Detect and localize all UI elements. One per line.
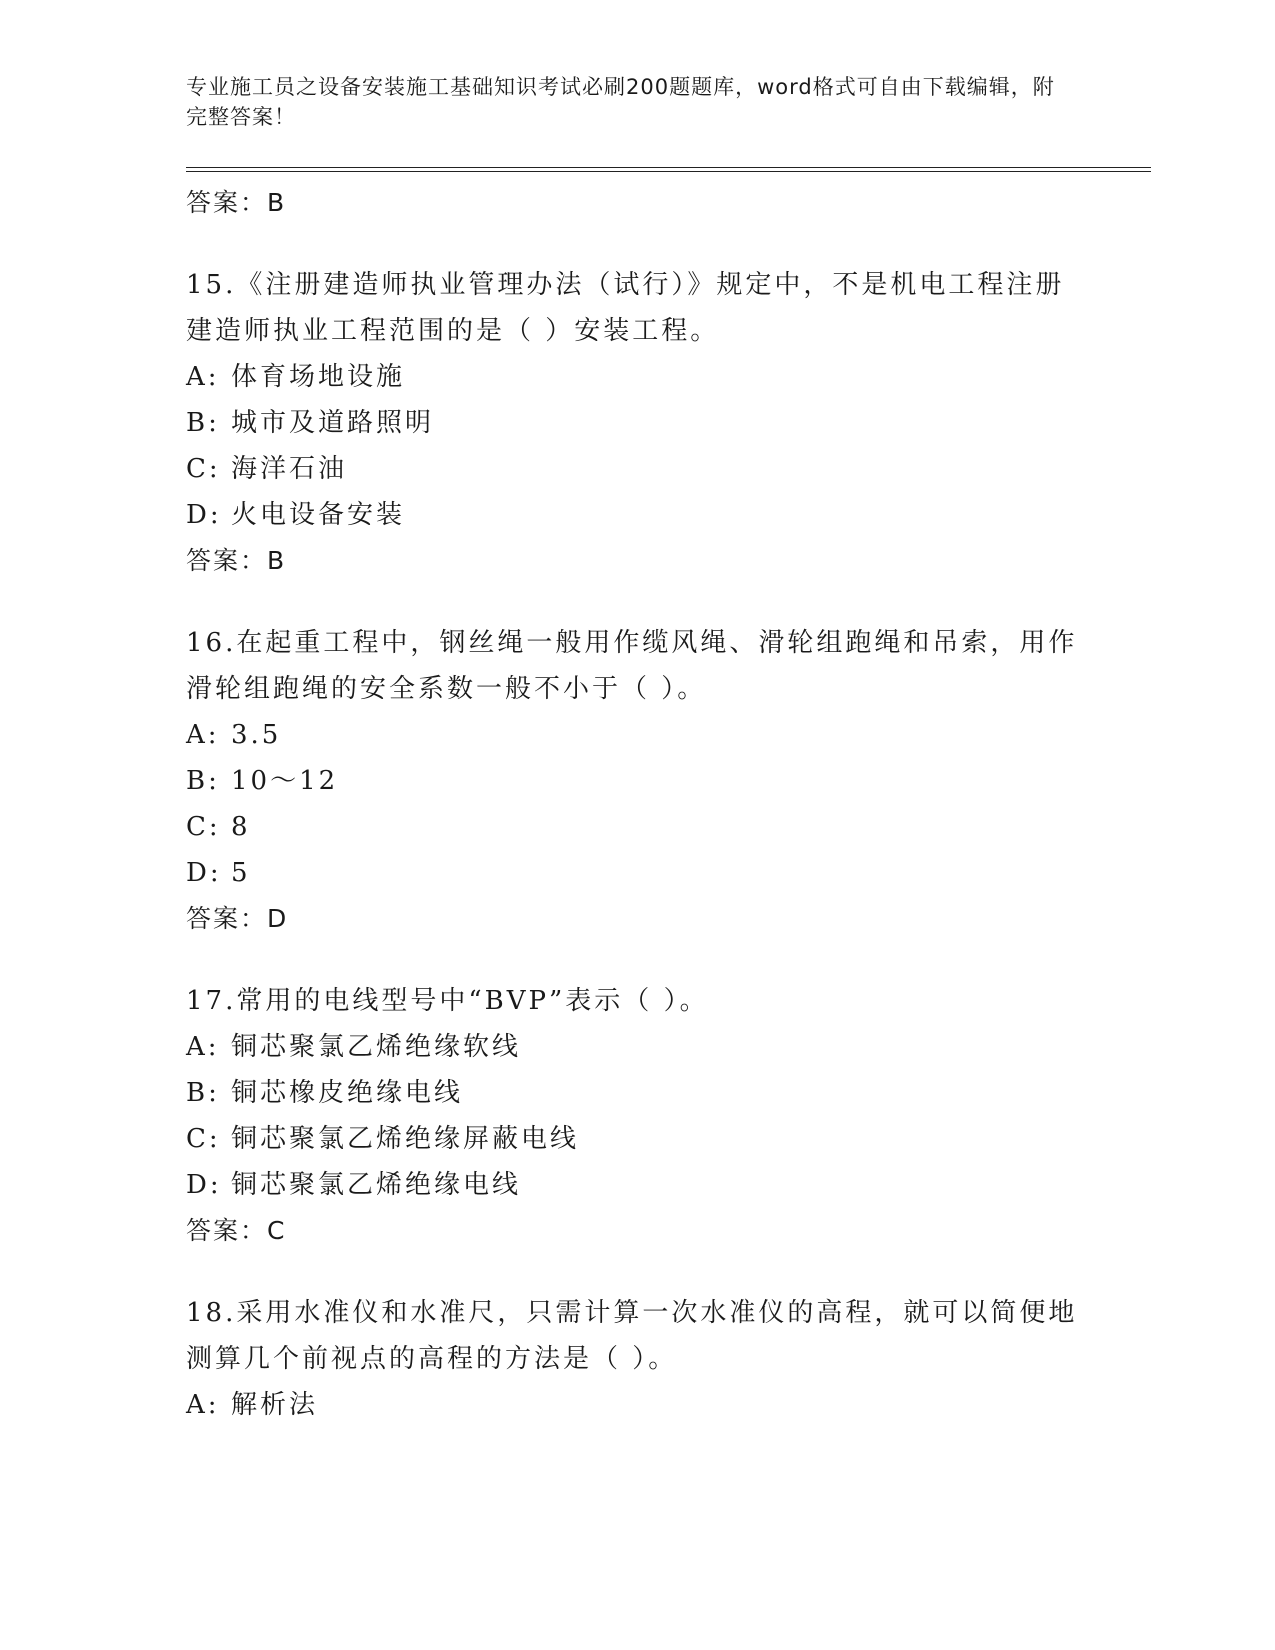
option-key: C: xyxy=(186,812,221,842)
option-key: B: xyxy=(186,1078,220,1108)
option-item xyxy=(186,492,1151,538)
answer-line: 答案：B xyxy=(186,546,287,575)
question-text: 16.在起重工程中，钢丝绳一般用作缆风绳、滑轮组跑绳和吊索，用作滑轮组跑绳的安全系数一般不小于（ ）。 xyxy=(186,628,1078,704)
question-text: 17.常用的电线型号中“BVP”表示（ ）。 xyxy=(186,986,709,1016)
option-item xyxy=(186,804,1151,850)
option-text: 铜芯橡皮绝缘电线 xyxy=(231,1078,464,1108)
question-block xyxy=(186,620,1151,942)
option-key: A: xyxy=(186,1032,220,1062)
option-text: 5 xyxy=(231,858,251,888)
question-list xyxy=(186,262,1151,1428)
option-key: A: xyxy=(186,720,220,750)
option-key: A: xyxy=(186,1390,220,1420)
option-text: 3.5 xyxy=(231,720,282,750)
question-block xyxy=(186,262,1151,584)
option-text: 海洋石油 xyxy=(231,454,348,484)
option-item xyxy=(186,850,1151,896)
option-item xyxy=(186,1070,1151,1116)
header-divider xyxy=(186,167,1151,172)
option-text: 城市及道路照明 xyxy=(231,408,435,438)
option-key: B: xyxy=(186,766,220,796)
option-text: 体育场地设施 xyxy=(231,362,406,392)
option-item xyxy=(186,354,1151,400)
option-key: C: xyxy=(186,1124,221,1154)
question-block xyxy=(186,1290,1151,1428)
question-text: 18.采用水准仪和水准尺，只需计算一次水准仪的高程，就可以简便地测算几个前视点的高程的方法是（ ）。 xyxy=(186,1298,1078,1374)
option-key: A: xyxy=(186,362,220,392)
option-text: 8 xyxy=(231,812,251,842)
option-text: 解析法 xyxy=(231,1390,319,1420)
option-item xyxy=(186,400,1151,446)
option-key: D: xyxy=(186,1170,222,1200)
option-item xyxy=(186,1116,1151,1162)
question-block xyxy=(186,978,1151,1254)
option-item xyxy=(186,446,1151,492)
option-item xyxy=(186,1024,1151,1070)
question-text: 15.《注册建造师执业管理办法（试行）》规定中，不是机电工程注册建造师执业工程范围的是（ ）安装工程。 xyxy=(186,270,1065,346)
option-text: 铜芯聚氯乙烯绝缘屏蔽电线 xyxy=(231,1124,580,1154)
option-key: D: xyxy=(186,858,222,888)
option-item xyxy=(186,1382,1151,1428)
option-text: 火电设备安装 xyxy=(231,500,406,530)
option-text: 铜芯聚氯乙烯绝缘软线 xyxy=(231,1032,522,1062)
option-key: D: xyxy=(186,500,222,530)
option-text: 10～12 xyxy=(231,766,339,796)
option-item xyxy=(186,1162,1151,1208)
option-key: B: xyxy=(186,408,220,438)
option-item xyxy=(186,758,1151,804)
document-header: 专业施工员之设备安装施工基础知识考试必刷200题题库，word格式可自由下载编辑，附完整答案！ xyxy=(186,75,1055,129)
answer-line: 答案：D xyxy=(186,904,289,933)
document-page xyxy=(186,72,1151,1428)
answer-line: 答案：C xyxy=(186,1216,287,1245)
option-text: 铜芯聚氯乙烯绝缘电线 xyxy=(231,1170,522,1200)
option-key: C: xyxy=(186,454,221,484)
answer-line: 答案：B xyxy=(186,188,287,217)
option-item xyxy=(186,712,1151,758)
